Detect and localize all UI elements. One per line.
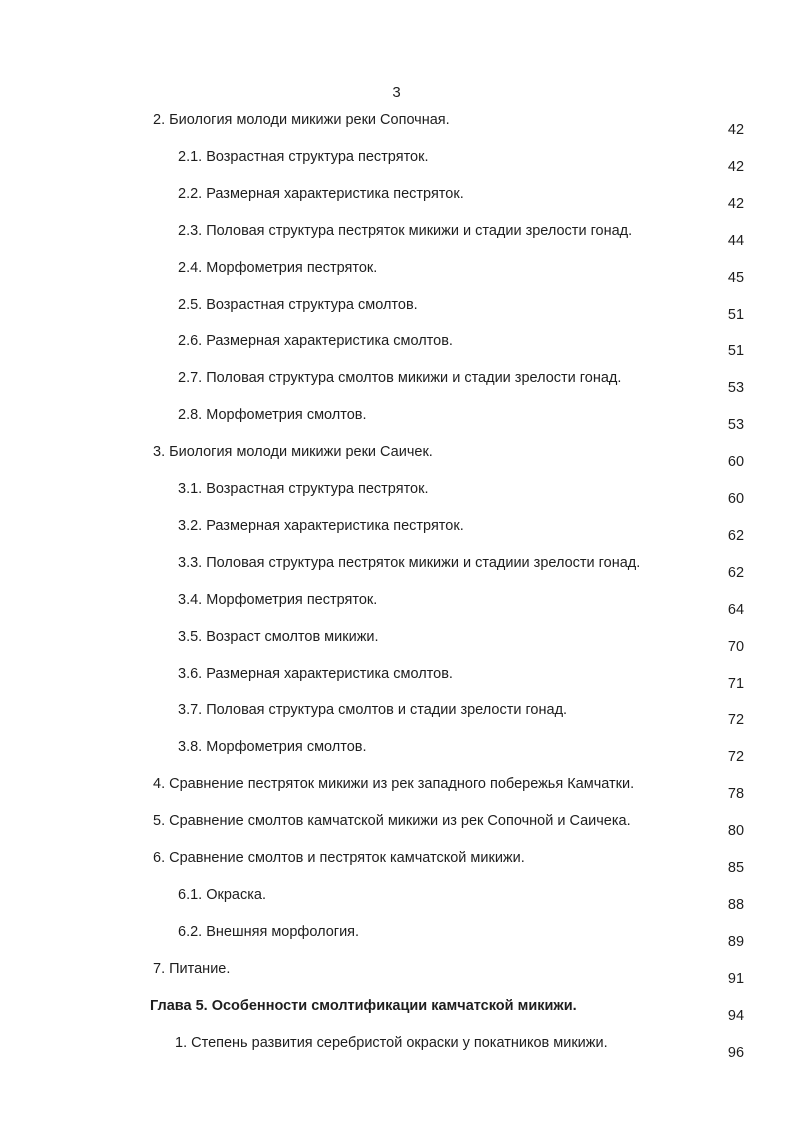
toc-entry — [0, 960, 793, 997]
toc-entry-title: 5. Сравнение смолтов камчатской микижи из рек Сопочной и Саичека. — [153, 813, 631, 830]
toc-entry-page: 51 — [727, 343, 745, 360]
toc-entry — [0, 111, 793, 148]
toc-entry-title: 2.5. Возрастная структура смолтов. — [178, 296, 418, 313]
toc-entry-page: 42 — [727, 122, 745, 138]
toc-entry — [0, 222, 793, 259]
toc-entry-title: 2.4. Морфометрия пестряток. — [178, 259, 378, 276]
toc-entry-title: 2.3. Половая структура пестряток микижи и стадии зрелости гонад. — [178, 222, 633, 239]
toc-entry-page: 60 — [727, 454, 745, 471]
toc-entry — [0, 591, 793, 628]
toc-entry-title: 7. Питание. — [153, 960, 231, 977]
toc-entry — [0, 443, 793, 480]
toc-entry — [0, 701, 793, 738]
toc-entry-title: 2.2. Размерная характеристика пестряток. — [178, 185, 464, 202]
page-number: 3 — [392, 84, 401, 101]
toc-entry — [0, 738, 793, 775]
toc-entry-page: 94 — [727, 1007, 745, 1024]
toc-entry-title: 3.7. Половая структура смолтов и стадии зрелости гонад. — [178, 702, 568, 719]
toc-entry-title: Глава 5. Особенности смолтификации камчатской микижи. — [150, 997, 577, 1014]
toc-entry — [0, 332, 793, 369]
toc-entry-page: 44 — [727, 232, 745, 249]
toc-entry-page: 72 — [727, 749, 745, 766]
toc-entry-title: 3.8. Морфометрия смолтов. — [178, 739, 367, 756]
toc-entry — [0, 775, 793, 812]
toc-entry — [0, 148, 793, 185]
toc-entry-title: 2.8. Морфометрия смолтов. — [178, 407, 367, 424]
toc-entry-page: 88 — [727, 896, 745, 913]
toc-entry — [0, 665, 793, 702]
toc-entry — [0, 517, 793, 554]
toc-entry-title: 4. Сравнение пестряток микижи из рек западного побережья Камчатки. — [153, 776, 635, 793]
toc-entry-page: 53 — [727, 417, 745, 434]
toc-entry-page: 64 — [727, 601, 745, 618]
toc-entry-page: 42 — [727, 195, 745, 212]
toc-entry-page: 85 — [727, 860, 745, 876]
toc-entry — [0, 1034, 793, 1071]
toc-entry — [0, 259, 793, 296]
toc-entry-page: 51 — [727, 306, 745, 323]
toc-entry-title: 3.1. Возрастная структура пестряток. — [178, 481, 429, 497]
toc-entry-page: 42 — [727, 158, 745, 175]
toc-entry-page: 45 — [727, 269, 745, 286]
toc-entry-page: 80 — [727, 823, 745, 840]
toc-entry — [0, 369, 793, 406]
toc-entry-title: 3.4. Морфометрия пестряток. — [178, 591, 378, 608]
toc-entry-page: 70 — [727, 638, 745, 655]
toc-entry-title: 3. Биология молоди микижи реки Саичек. — [153, 444, 433, 461]
toc-entry-title: 2. Биология молоди микижи реки Сопочная. — [153, 112, 450, 128]
toc-entry — [0, 406, 793, 443]
toc-entry — [0, 185, 793, 222]
toc-entry-title: 6.1. Окраска. — [178, 886, 266, 903]
toc-entry — [0, 923, 793, 960]
toc-entry-title: 2.7. Половая структура смолтов микижи и стадии зрелости гонад. — [178, 370, 622, 387]
toc-entry-title: 3.6. Размерная характеристика смолтов. — [178, 665, 453, 682]
toc-entry-page: 72 — [727, 712, 745, 729]
toc-entry-title: 1. Степень развития серебристой окраски у покатников микижи. — [175, 1034, 608, 1051]
toc-entry-title: 3.2. Размерная характеристика пестряток. — [178, 517, 464, 534]
toc-entry — [0, 480, 793, 517]
toc-entry — [0, 849, 793, 886]
toc-entry-page: 89 — [727, 933, 745, 950]
toc-entry-page: 96 — [727, 1044, 745, 1061]
toc-entry-page: 60 — [727, 491, 745, 507]
toc-entry — [0, 554, 793, 591]
toc-entry-title: 2.6. Размерная характеристика смолтов. — [178, 333, 453, 350]
toc-entry-title: 6.2. Внешняя морфология. — [178, 923, 360, 940]
toc-entry-title: 3.5. Возраст смолтов микижи. — [178, 628, 379, 645]
toc-entry — [0, 812, 793, 849]
toc-entry — [0, 628, 793, 665]
toc-entry-page: 78 — [727, 786, 745, 803]
toc-entry-page: 62 — [727, 527, 745, 544]
toc-chapter-heading — [0, 997, 793, 1034]
toc-entry-title: 6. Сравнение смолтов и пестряток камчатской микижи. — [153, 850, 525, 866]
toc-entry-title: 2.1. Возрастная структура пестряток. — [178, 148, 429, 165]
toc-entry-page: 62 — [727, 564, 745, 581]
toc-entry-page: 91 — [727, 970, 745, 987]
toc-entry — [0, 296, 793, 333]
toc-entry — [0, 886, 793, 923]
toc-entry-title: 3.3. Половая структура пестряток микижи и стадиии зрелости гонад. — [178, 554, 641, 571]
toc-entry-page: 53 — [727, 380, 745, 397]
toc-entry-page: 71 — [727, 675, 745, 692]
